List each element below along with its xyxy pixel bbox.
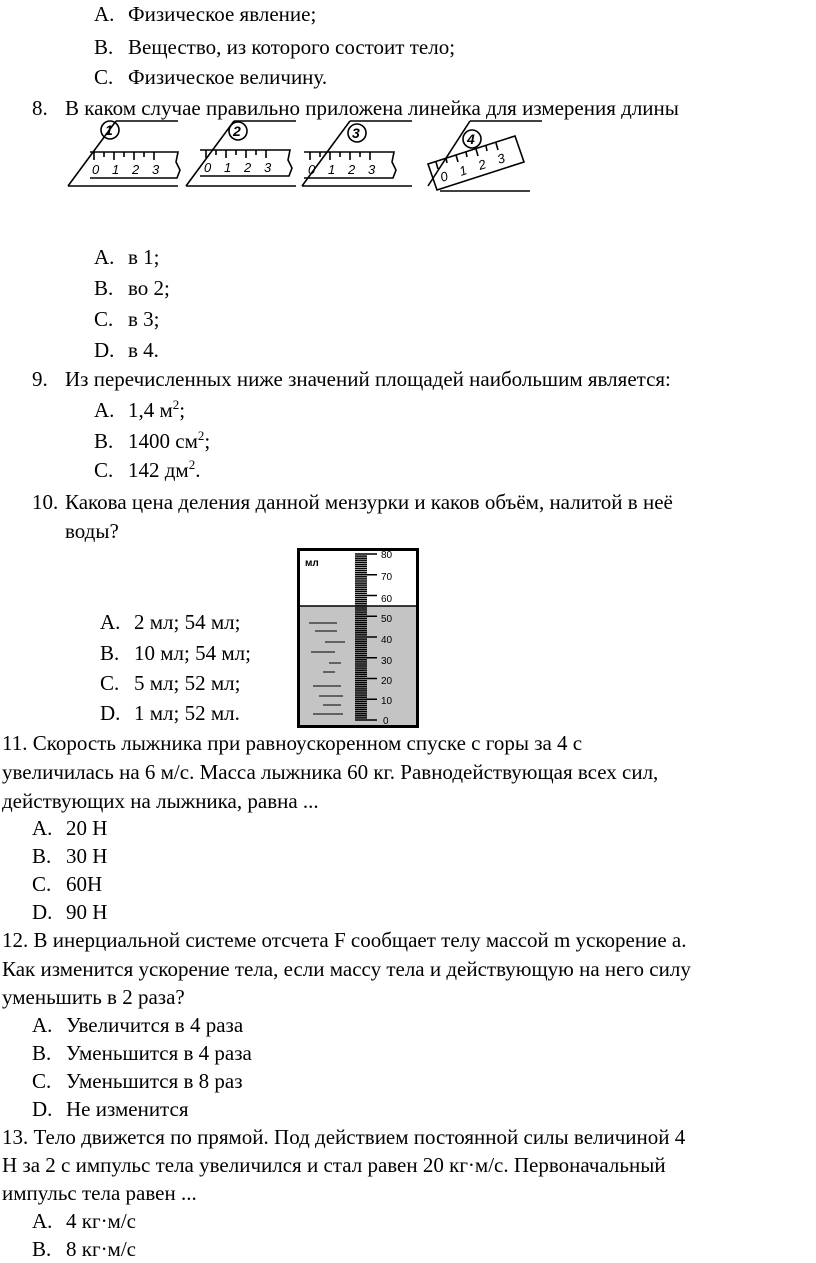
scale-label-60: 60: [381, 594, 393, 605]
q9-number: 9.: [32, 367, 48, 391]
ruler3-tick-2: 2: [348, 162, 356, 177]
q11-option-b: B. 30 Н: [32, 844, 108, 868]
ruler2-tick-2: 2: [244, 160, 252, 175]
ruler2-tick-0: 0: [204, 160, 212, 175]
ruler4-tick-2: 2: [476, 156, 488, 173]
q13-text-line2: Н за 2 с импульс тела увеличился и стал равен 20 кг·м/с. Первоначальный: [2, 1153, 666, 1177]
ruler-label-4: 4: [467, 131, 475, 147]
q8-option-a: A. в 1;: [94, 245, 160, 269]
scale-label-30: 30: [381, 656, 393, 667]
ruler-label-1: 1: [105, 122, 113, 138]
ruler3-tick-0: 0: [308, 162, 316, 177]
q9-option-a: A. 1,4 $м^2$;: [94, 397, 186, 422]
q8-question-text: В каком случае правильно приложена линейка для измерения длины: [65, 96, 679, 120]
ruler-label-3: 3: [352, 125, 360, 141]
ruler1-tick-1: 1: [112, 162, 120, 177]
q10-question-text-line2: воды?: [65, 519, 119, 543]
ruler2-tick-1: 1: [224, 160, 232, 175]
q10-option-b: B. 10 мл; 54 мл;: [100, 641, 251, 665]
q7-option-c: C. Физическое величину.: [94, 65, 328, 89]
q8-option-c: C. в 3;: [94, 307, 160, 331]
q8-option-b: B. во 2;: [94, 276, 170, 300]
q10-number: 10.: [32, 490, 59, 514]
q11-option-a: A. 20 Н: [32, 816, 108, 840]
q11-option-c: C. 60Н: [32, 872, 103, 896]
q7-option-a: A. Физическое явление;: [94, 2, 317, 26]
q8-number: 8.: [32, 96, 48, 120]
scale-label-40: 40: [381, 635, 393, 646]
q12-option-c: C. Уменьшится в 8 раз: [32, 1069, 243, 1093]
q12-text-line3: уменьшить в 2 раза?: [2, 985, 185, 1009]
q12-text-line2: Как изменится ускорение тела, если массу тела и действующую на него силу: [2, 957, 691, 981]
ruler1-tick-0: 0: [92, 162, 100, 177]
q9-question-text: Из перечисленных ниже значений площадей наибольшим является:: [65, 367, 671, 391]
ruler1-tick-3: 3: [152, 162, 160, 177]
scale-label-0: 0: [383, 716, 389, 727]
q10-option-c: C. 5 мл; 52 мл;: [100, 671, 241, 695]
q11-text-line2: увеличилась на 6 м/с. Масса лыжника 60 кг. Равнодействующая всех сил,: [2, 760, 659, 784]
q12-text-line1: 12. В инерциальной системе отсчета F сообщает телу массой m ускорение a.: [2, 928, 687, 952]
ruler2-tick-3: 3: [264, 160, 272, 175]
ruler-label-2: 2: [233, 123, 241, 139]
q13-option-a: A. 4 кг·м/с: [32, 1209, 137, 1233]
ruler4-tick-1: 1: [457, 162, 469, 179]
q12-option-b: B. Уменьшится в 4 раза: [32, 1041, 252, 1065]
q11-option-d: D. 90 Н: [32, 900, 108, 924]
q10-option-d: D. 1 мл; 52 мл.: [100, 701, 240, 725]
q13-option-b: B. 8 кг·м/с: [32, 1237, 137, 1261]
ruler4-tick-0: 0: [438, 168, 450, 185]
q8-option-d: D. в 4.: [94, 338, 159, 362]
q12-option-d: D. Не изменится: [32, 1097, 189, 1121]
scale-label-70: 70: [381, 572, 393, 583]
ruler1-tick-2: 2: [132, 162, 140, 177]
ruler3-tick-1: 1: [328, 162, 336, 177]
q9-option-c: C. 142 $дм^2$.: [94, 457, 201, 482]
q10-question-text-line1: Какова цена деления данной мензурки и каков объём, налитой в неё: [65, 490, 673, 514]
q12-option-a: A. Увеличится в 4 раза: [32, 1013, 244, 1037]
cylinder-unit-label: мл: [305, 558, 319, 569]
scale-label-20: 20: [381, 676, 393, 687]
q13-text-line1: 13. Тело движется по прямой. Под действием постоянной силы величиной 4: [2, 1125, 686, 1149]
ruler3-tick-3: 3: [368, 162, 376, 177]
q13-text-line3: импульс тела равен ...: [2, 1181, 197, 1205]
q10-option-a: A. 2 мл; 54 мл;: [100, 610, 241, 634]
measuring-cylinder: [297, 548, 419, 728]
ruler4-tick-3: 3: [495, 150, 507, 167]
q9-option-b: B. 1400 $см^2$;: [94, 428, 211, 453]
q11-text-line3: действующих на лыжника, равна ...: [2, 789, 319, 813]
scale-label-10: 10: [381, 696, 393, 707]
q7-option-b: B. Вещество, из которого состоит тело;: [94, 35, 456, 59]
q11-text-line1: 11. Скорость лыжника при равноускоренном спуске с горы за 4 с: [2, 731, 583, 755]
scale-label-50: 50: [381, 614, 393, 625]
scale-label-80: 80: [381, 550, 393, 561]
ruler-figure: [60, 118, 550, 198]
